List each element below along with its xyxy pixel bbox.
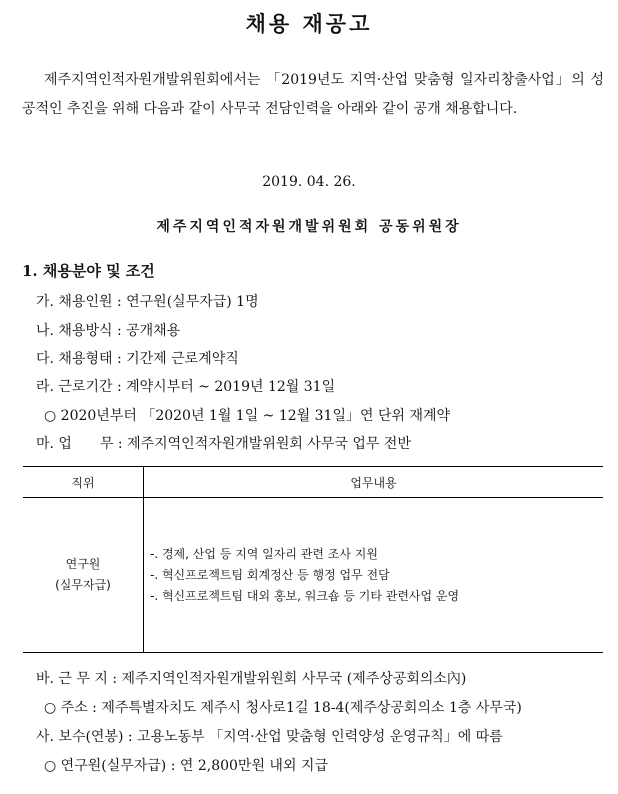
item-renewal-note: ○ 2020년부터 「2020년 1월 1일 ~ 12월 31일」연 단위 재계약 <box>44 408 451 424</box>
duty-item: -. 혁신프로젝트팀 대외 홍보, 워크숍 등 기타 관련사업 운영 <box>150 588 460 603</box>
position-level: (실무자급) <box>55 578 111 592</box>
item-salary: 사. 보수(연봉) : 고용노동부 「지역·산업 맞춤형 인력양성 운영규칙」에 따름 <box>36 729 503 745</box>
position-title: 연구원 <box>65 557 101 571</box>
announcement-date: 2019. 04. 26. <box>262 174 356 190</box>
duty-item: -. 경제, 산업 등 지역 일자리 관련 조사 지원 <box>150 546 378 561</box>
duty-item: -. 혁신프로젝트팀 회계정산 등 행정 업무 전담 <box>150 567 390 582</box>
item-salary-amount: ○ 연구원(실무자급) : 연 2,800만원 내외 지급 <box>44 758 328 774</box>
column-header-position: 직위 <box>23 467 144 498</box>
item-method: 나. 채용방식 : 공개채용 <box>36 323 181 339</box>
item-headcount: 가. 채용인원 : 연구원(실무자급) 1명 <box>36 294 259 310</box>
item-duties: 마. 업 무 : 제주지역인적자원개발위원회 사무국 업무 전반 <box>36 436 411 452</box>
duties-cell <box>144 498 604 653</box>
item-type: 다. 채용형태 : 기간제 근로계약직 <box>36 351 239 367</box>
document-title: 채용 재공고 <box>245 11 373 36</box>
item-period: 라. 근로기간 : 계약시부터 ~ 2019년 12월 31일 <box>36 379 336 395</box>
section-heading: 1. 채용분야 및 조건 <box>22 262 155 280</box>
intro-paragraph: 제주지역인적자원개발위원회에서는 「2019년도 지역·산업 맞춤형 일자리창출사업」의 성공적인 추진을 위해 다음과 같이 사무국 전담인력을 아래와 같이 공개 채용합니다. <box>22 72 604 117</box>
column-header-duties: 업무내용 <box>144 467 604 498</box>
item-address: ○ 주소 : 제주특별자치도 제주시 청사로1길 18-4(제주상공회의소 1층 사무국) <box>44 700 522 716</box>
item-workplace: 바. 근 무 지 : 제주지역인적자원개발위원회 사무국 (제주상공회의소內) <box>36 671 467 687</box>
issuing-organization: 제주지역인적자원개발위원회 공동위원장 <box>156 219 462 235</box>
job-table <box>23 466 603 653</box>
position-cell <box>23 498 144 653</box>
table-row <box>23 498 603 653</box>
